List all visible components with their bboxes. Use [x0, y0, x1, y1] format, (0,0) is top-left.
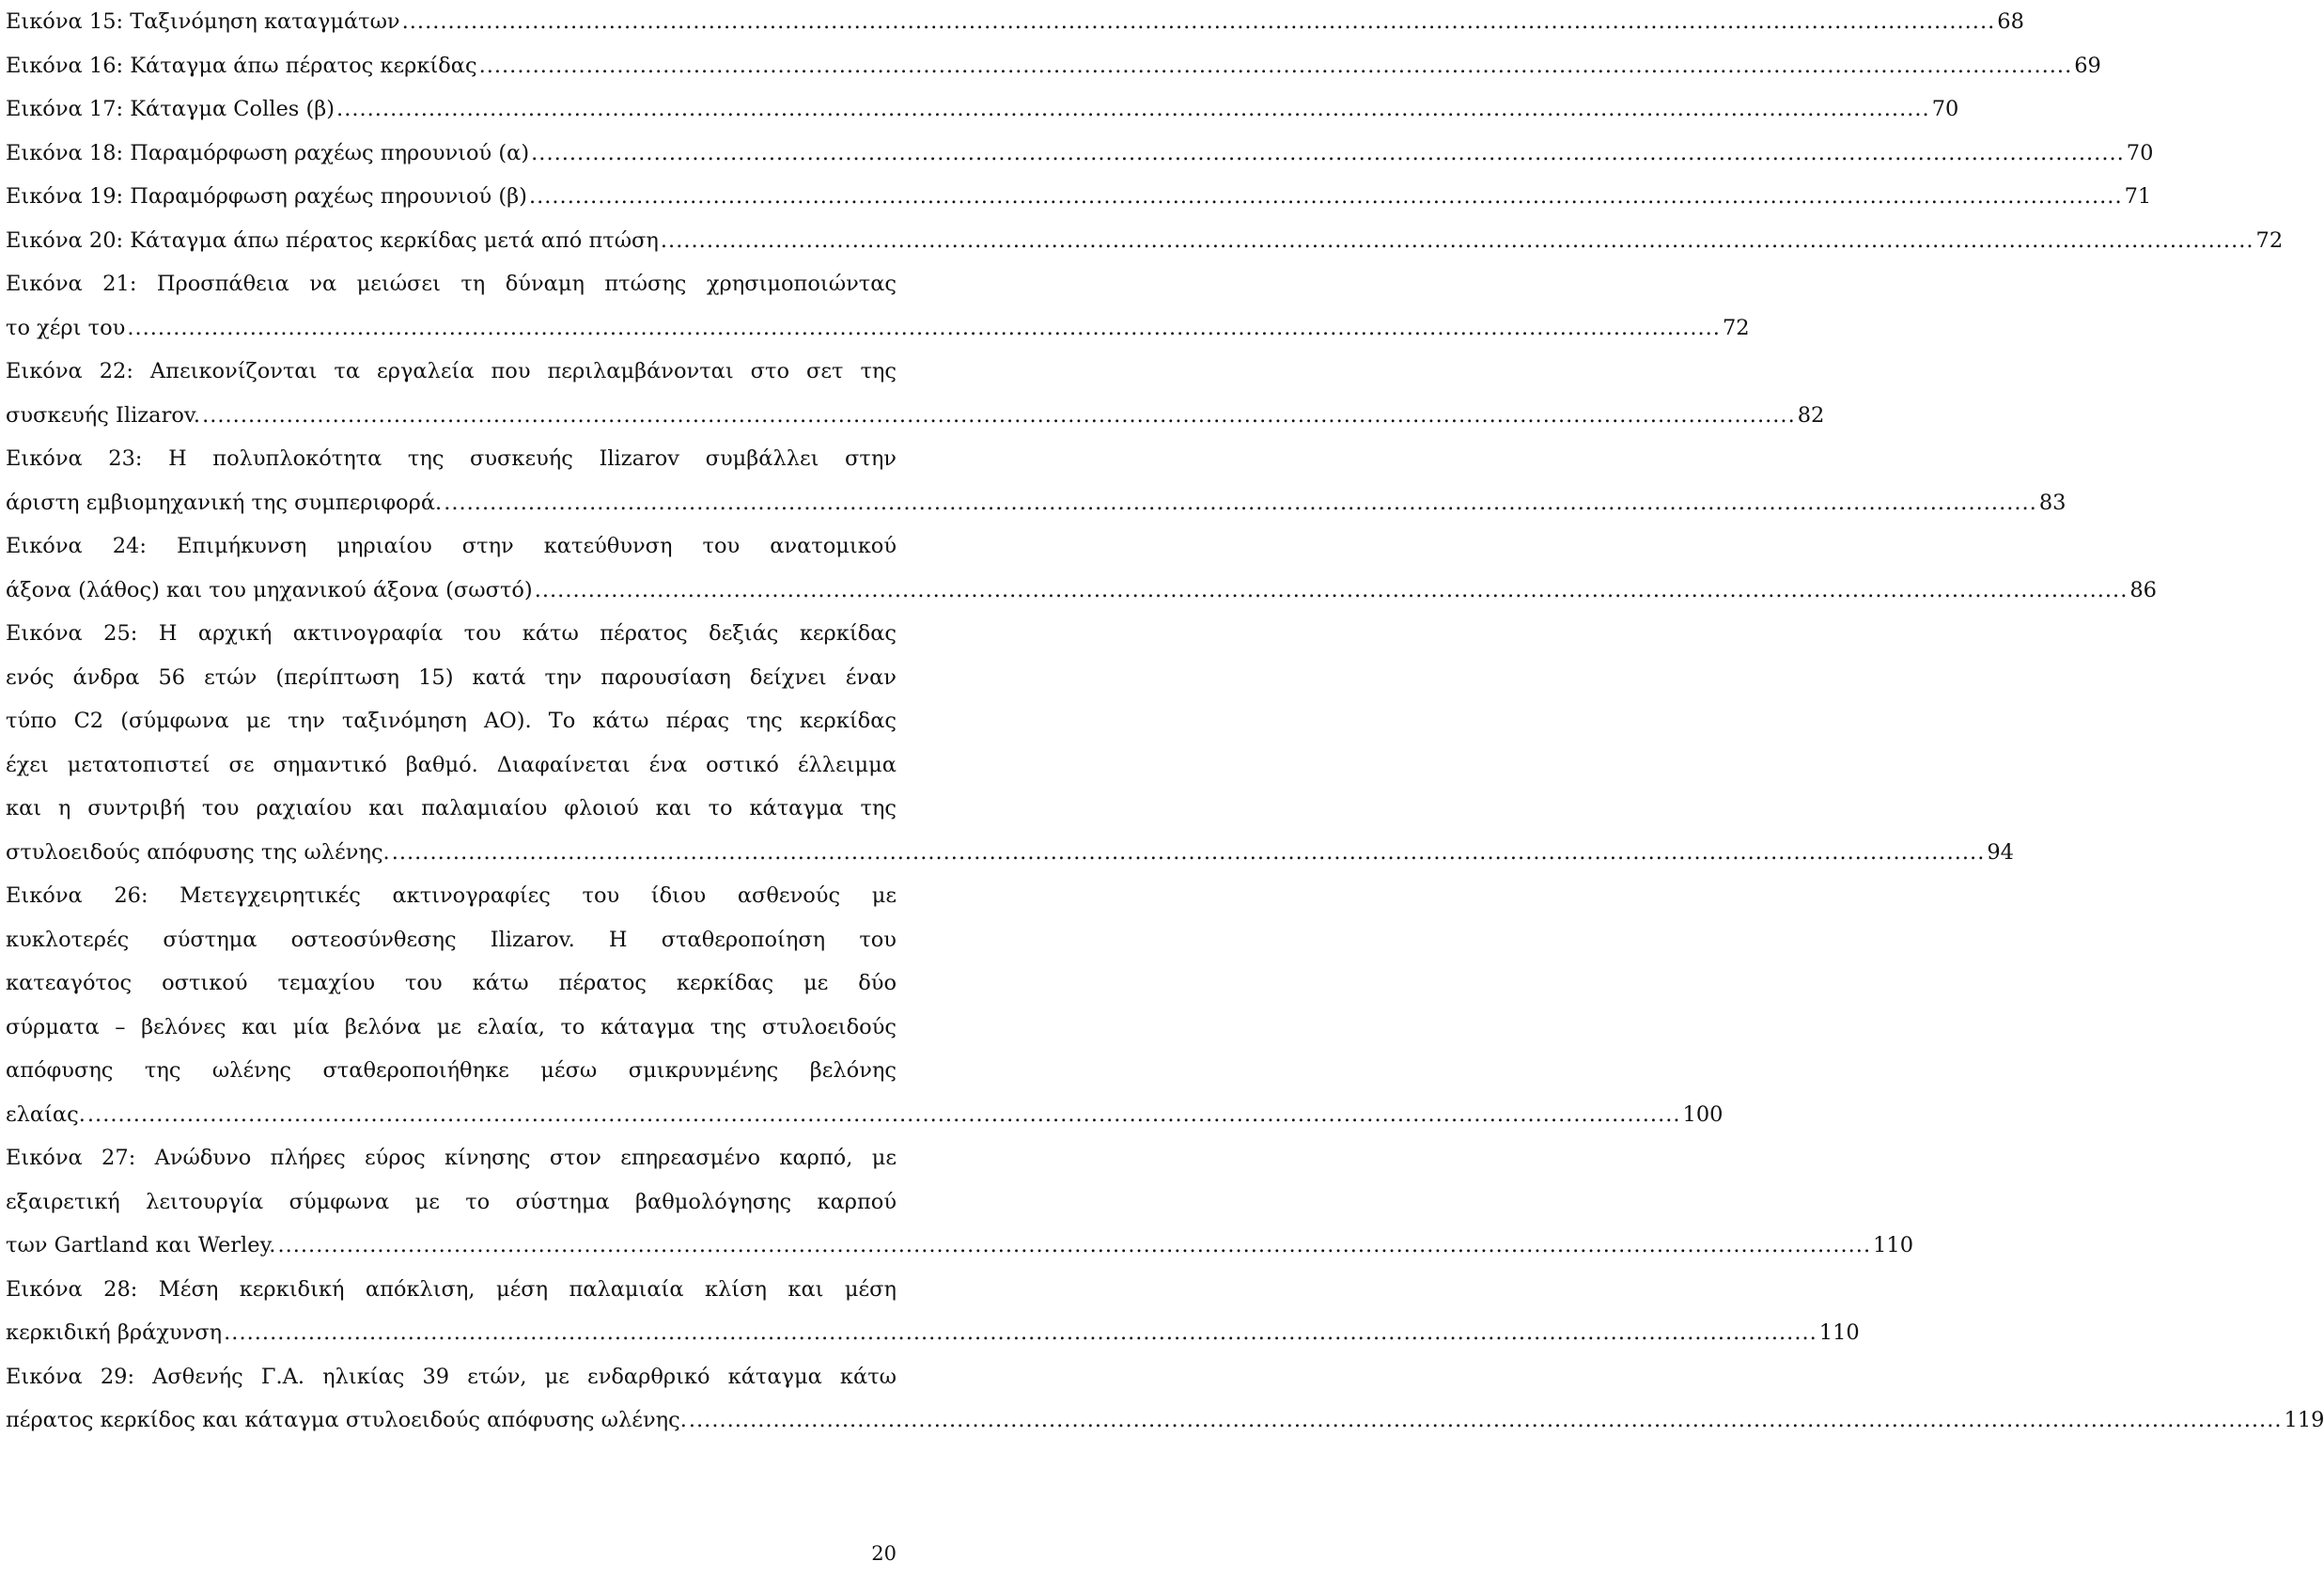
toc-entry-line — [6, 394, 1825, 438]
toc-page-number: 119 — [2284, 1408, 2324, 1432]
toc-entry-text: Εικόνα 21: Προσπάθεια να μειώσει τη δύναμη πτώσης χρησιμοποιώντας — [6, 272, 897, 296]
toc-entry-text: Εικόνα 20: Κάταγμα άπω πέρατος κερκίδας μετά από πτώση — [6, 227, 659, 253]
dot-leader — [127, 306, 1721, 351]
toc-entry-text: Εικόνα 23: Η πολυπλοκότητα της συσκευής Ilizarov συμβάλλει στην — [6, 446, 897, 471]
toc-entry-text: ενός άνδρα 56 ετών (περίπτωση 15) κατά την παρουσίαση δείχνει έναν — [6, 664, 897, 690]
toc-entry-text: κερκιδική βράχυνση — [6, 1320, 223, 1345]
toc-entry-line — [6, 306, 1750, 351]
toc-entry-line — [6, 569, 2157, 613]
toc-entry-line — [6, 1049, 897, 1093]
toc-page-number: 86 — [2129, 577, 2157, 602]
toc-entry-text: ελαίας. — [6, 1101, 86, 1127]
toc-entry-text: κυκλοτερές σύστημα οστεοσύνθεσης Ilizarov. Η σταθεροποίηση του — [6, 927, 897, 952]
toc-entry-text: Εικόνα 19: Παραμόρφωση ραχέως πηρουνιού (β) — [6, 184, 527, 209]
toc-entry-line — [6, 1311, 1860, 1355]
dot-leader — [479, 44, 2073, 88]
toc-entry-line — [6, 612, 897, 656]
toc-entry-text: τύπο C2 (σύμφωνα με την ταξινόμηση ΑΟ). Το κάτω πέρας της κερκίδας — [6, 709, 897, 733]
toc-entry-line — [6, 1136, 897, 1180]
toc-entry-line — [6, 1355, 897, 1399]
toc-entry-line — [6, 743, 897, 788]
toc-entry-line — [6, 0, 2024, 44]
toc-entry-text: απόφυσης της ωλένης σταθεροποιήθηκε μέσω σμικρυνμένης βελόνης — [6, 1058, 897, 1083]
toc-entry-line — [6, 831, 2014, 875]
toc-entry-line — [6, 1398, 2324, 1443]
toc-page-number: 100 — [1682, 1101, 1724, 1127]
page-number: 20 — [871, 1542, 897, 1565]
dot-leader — [402, 0, 1996, 44]
toc-entry-line — [6, 524, 897, 569]
toc-entry-text: Εικόνα 15: Ταξινόμηση καταγμάτων — [6, 9, 400, 34]
toc-entry-text: Εικόνα 27: Ανώδυνο πλήρες εύρος κίνησης στον επηρεασμένο καρπό, με — [6, 1146, 897, 1170]
toc-entry-text: Εικόνα 22: Απεικονίζονται τα εργαλεία που περιλαμβάνονται στο σετ της — [6, 359, 897, 383]
toc-page-number: 71 — [2124, 184, 2152, 209]
toc-entry-line — [6, 219, 2284, 263]
toc-page-number: 82 — [1797, 402, 1825, 428]
toc-entry-line — [6, 1268, 897, 1312]
toc-entry-text: των Gartland και Werley. — [6, 1233, 276, 1257]
toc-entry-text: άριστη εμβιομηχανική της συμπεριφορά. — [6, 490, 443, 515]
toc-entry-line — [6, 787, 897, 831]
toc-entry-line — [6, 350, 897, 394]
toc-entry-text: πέρατος κερκίδος και κάταγμα στυλοειδούς απόφυσης ωλένης. — [6, 1408, 687, 1432]
toc-entry-line — [6, 961, 897, 1006]
dot-leader — [392, 831, 1986, 875]
dot-leader — [336, 87, 1930, 132]
toc-entry-line — [6, 699, 897, 743]
toc-entry-line — [6, 262, 897, 306]
toc-entry-text: Εικόνα 28: Μέση κερκιδική απόκλιση, μέση παλαμιαία κλίση και μέση — [6, 1276, 897, 1302]
toc-entry-text: Εικόνα 18: Παραμόρφωση ραχέως πηρουνιού (α) — [6, 140, 530, 165]
toc-entry-line — [6, 1006, 897, 1050]
dot-leader — [224, 1311, 1817, 1355]
toc-page-number: 70 — [1931, 97, 1959, 121]
toc-entry-text: στυλοειδούς απόφυσης της ωλένης. — [6, 839, 390, 865]
dot-leader — [535, 569, 2129, 613]
toc-entry-line — [6, 44, 2101, 88]
toc-entry-line — [6, 1224, 1914, 1268]
toc-entry-text: συσκευής Ilizarov. — [6, 402, 201, 428]
dot-leader — [531, 132, 2125, 176]
toc-entry-line — [6, 175, 2152, 219]
toc-entry-line — [6, 1180, 897, 1225]
dot-leader — [202, 394, 1796, 438]
toc-page-number: 110 — [1818, 1320, 1860, 1345]
toc-entry-text: σύρματα – βελόνες και μία βελόνα με ελαία, το κάταγμα της στυλοειδούς — [6, 1014, 897, 1039]
toc-page-number: 68 — [1997, 9, 2024, 34]
toc-entry-line — [6, 87, 1959, 132]
toc-page-number: 69 — [2074, 53, 2101, 78]
toc-page-number: 72 — [2255, 227, 2284, 253]
dot-leader — [529, 175, 2123, 219]
toc-entry-line — [6, 481, 2067, 525]
toc-entry-text: Εικόνα 29: Ασθενής Γ.Α. ηλικίας 39 ετών, με ενδαρθρικό κάταγμα κάτω — [6, 1364, 897, 1389]
toc-entry-text: εξαιρετική λειτουργία σύμφωνα με το σύστημα βαθμολόγησης καρπού — [6, 1189, 897, 1214]
toc-entry-text: Εικόνα 25: Η αρχική ακτινογραφία του κάτω πέρατος δεξιάς κερκίδας — [6, 621, 897, 646]
dot-leader — [661, 219, 2254, 263]
dot-leader — [444, 481, 2037, 525]
toc-entry-text: και η συντριβή του ραχιαίου και παλαμιαίου φλοιού και το κάταγμα της — [6, 796, 897, 820]
toc-entry-text: Εικόνα 16: Κάταγμα άπω πέρατος κερκίδας — [6, 53, 477, 78]
toc-entry-line — [6, 656, 897, 700]
toc-entry-line — [6, 1093, 1724, 1137]
toc-entry-text: άξονα (λάθος) και του μηχανικού άξονα (σωστό) — [6, 577, 533, 602]
toc-entry-text: έχει μετατοπιστεί σε σημαντικό βαθμό. Διαφαίνεται ένα οστικό έλλειμμα — [6, 752, 897, 777]
toc-entry-line — [6, 437, 897, 481]
toc-entry-text: Εικόνα 24: Επιμήκυνση μηριαίου στην κατεύθυνση του ανατομικού — [6, 534, 897, 558]
dot-leader — [277, 1224, 1871, 1268]
toc-page-number: 72 — [1722, 315, 1750, 340]
toc-entry-text: κατεαγότος οστικού τεμαχίου του κάτω πέρατος κερκίδας με δύο — [6, 971, 897, 995]
toc-page-number: 70 — [2126, 140, 2154, 165]
toc-page-number: 110 — [1873, 1233, 1914, 1257]
toc-entry-line — [6, 918, 897, 962]
toc-entry-line — [6, 132, 2154, 176]
dot-leader — [87, 1093, 1681, 1137]
table-of-figures — [6, 0, 2324, 1443]
toc-entry-text: Εικόνα 17: Κάταγμα Colles (β) — [6, 97, 335, 121]
toc-entry-line — [6, 874, 897, 918]
toc-entry-text: Εικόνα 26: Μετεγχειρητικές ακτινογραφίες του ίδιου ασθενούς με — [6, 883, 897, 908]
toc-page-number: 94 — [1987, 839, 2014, 865]
toc-page-number: 83 — [2038, 490, 2067, 515]
dot-leader — [689, 1398, 2283, 1443]
toc-entry-text: το χέρι του — [6, 315, 126, 340]
